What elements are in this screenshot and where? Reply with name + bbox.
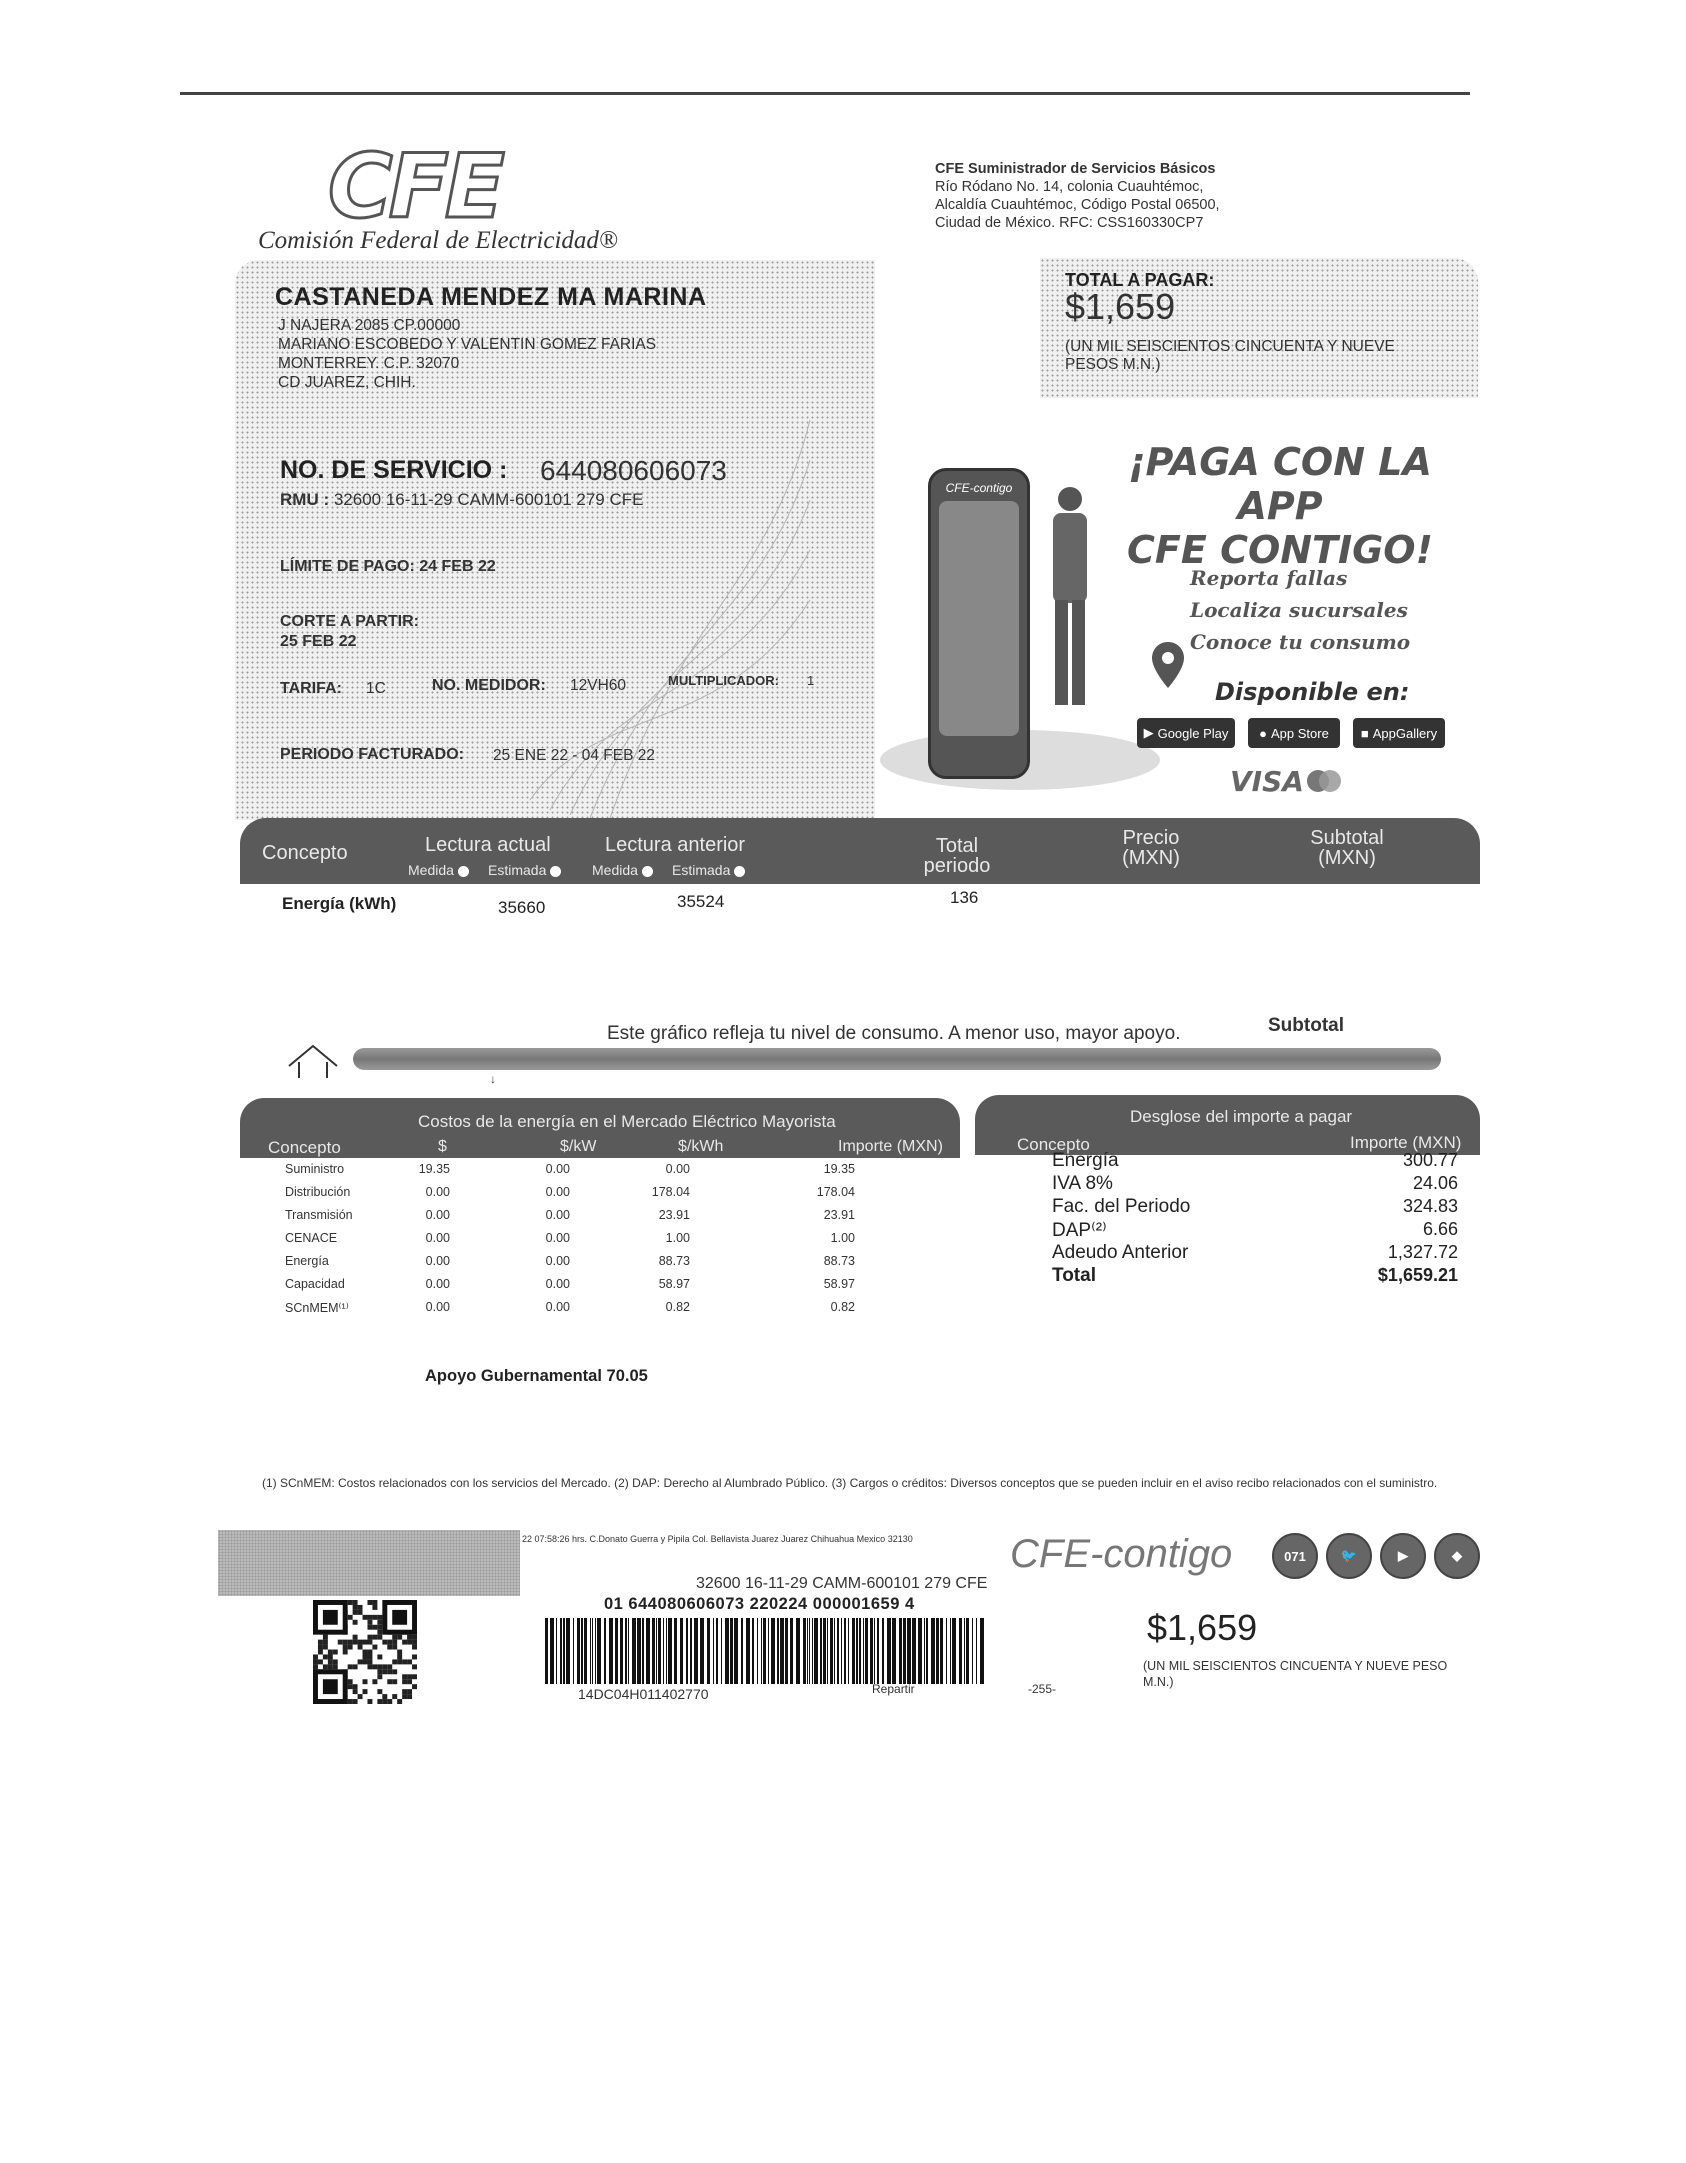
- estimated-label: Estimada: [488, 862, 547, 878]
- promo-title: [1100, 440, 1460, 572]
- available-label: Disponible en:: [1215, 678, 1410, 706]
- service-number: 644080606073: [540, 455, 727, 486]
- cost-row-value: 0.00: [425, 1208, 450, 1222]
- barcode: [545, 1618, 985, 1688]
- logo-subtitle: Comisión Federal de Electricidad®: [258, 227, 618, 254]
- cost-row-value: 0.00: [425, 1300, 450, 1314]
- gallery-icon: ■: [1360, 725, 1369, 741]
- footnote: (1) SCnMEM: Costos relacionados con los servicios del Mercado. (2) DAP: Derecho al Alumbrado Público. (3) Cargos o créditos: Diversos conceptos que se pueden incluir en el aviso recibo relacionados con el suministro.: [262, 1476, 1438, 1490]
- app-store-badge[interactable]: [1248, 718, 1340, 748]
- breakdown-row-value: $1,659.21: [1377, 1265, 1458, 1285]
- meter-label: NO. MEDIDOR:: [432, 677, 546, 694]
- promo-title-line-2: CFE CONTIGO!: [1127, 528, 1433, 572]
- social-icons: [1272, 1533, 1480, 1579]
- cost-row-value: 0.00: [545, 1162, 570, 1176]
- google-play-badge[interactable]: [1137, 718, 1235, 748]
- cost-row-value: 88.73: [823, 1254, 855, 1268]
- promo-item: Localiza sucursales: [1190, 598, 1408, 622]
- breakdown-row-value: 24.06: [1412, 1173, 1458, 1193]
- cost-row-value: 0.00: [545, 1277, 570, 1291]
- breakdown-row-value: 6.66: [1422, 1219, 1458, 1239]
- breakdown-row-label: Adeudo Anterior: [1052, 1242, 1189, 1263]
- government-support: Apoyo Gubernamental 70.05: [425, 1367, 648, 1385]
- apple-icon: ●: [1259, 725, 1268, 741]
- rmu-row: [280, 490, 644, 510]
- phone-label: CFE-contigo: [945, 481, 1013, 495]
- col-period-total: Total periodo: [923, 835, 991, 877]
- col-current: Lectura actual: [425, 834, 551, 856]
- stub-reference: 32600 16-11-29 CAMM-600101 279 CFE: [696, 1575, 988, 1592]
- twitter-icon[interactable]: 🐦: [1326, 1533, 1372, 1579]
- bar-marker-icon: ↓: [490, 1072, 496, 1086]
- address-line: J NAJERA 2085 CP.00000: [278, 317, 461, 334]
- barcode-number: 14DC04H011402770: [578, 1686, 709, 1702]
- previous-measured: [592, 862, 653, 878]
- cfe-contigo-logo: CFE-contigo: [1010, 1532, 1233, 1576]
- breakdown-table-header: [975, 1095, 1480, 1155]
- top-rule: [180, 92, 1470, 95]
- col-previous: Lectura anterior: [605, 834, 746, 856]
- person-illustration: [1035, 485, 1105, 715]
- tariff-value: 1C: [366, 680, 386, 697]
- cost-row-value: 19.35: [418, 1162, 450, 1176]
- cost-row-value: 1.00: [830, 1231, 855, 1245]
- phone-071-icon[interactable]: 071: [1272, 1533, 1318, 1579]
- period-total: 136: [950, 888, 979, 907]
- current-reading: 35660: [498, 898, 546, 917]
- graph-caption: Este gráfico refleja tu nivel de consumo. A menor uso, mayor apoyo.: [607, 1023, 1181, 1044]
- reading-table-header: [240, 818, 1480, 884]
- cost-row-value: 23.91: [823, 1208, 855, 1222]
- cfe-logo: [258, 135, 618, 255]
- payment-code: 01 644080606073 220224 000001659 4: [604, 1595, 915, 1613]
- limit-row: [280, 558, 496, 576]
- col-concept: Concepto: [1017, 1135, 1090, 1154]
- cost-row-value: 0.00: [545, 1185, 570, 1199]
- col-price: Precio (MXN): [1122, 827, 1180, 869]
- address-line: MARIANO ESCOBEDO Y VALENTIN GOMEZ FARIAS: [278, 336, 657, 353]
- stamp-text: 22 07:58:26 hrs. C.Donato Guerra y Pipila Col. Bellavista Juarez Juarez Chihuahua Mexico 32130: [522, 1534, 913, 1544]
- customer-name: CASTANEDA MENDEZ MA MARINA: [275, 283, 707, 311]
- limit-label: LÍMITE DE PAGO:: [280, 558, 415, 575]
- consumption-bar: [353, 1048, 1441, 1070]
- breakdown-row-value: 324.83: [1402, 1196, 1458, 1216]
- service-number-label: NO. DE SERVICIO :: [280, 456, 508, 484]
- cost-row-value: 23.91: [658, 1208, 690, 1222]
- logo-text: CFE: [328, 135, 501, 238]
- cost-row-value: 0.82: [665, 1300, 690, 1314]
- col-concept: Concepto: [262, 842, 348, 864]
- previous-estimated: [672, 862, 745, 878]
- issuer-line: Ciudad de México. RFC: CSS160330CP7: [935, 215, 1204, 231]
- estimated-label: Estimada: [672, 862, 731, 878]
- rmu-value: 32600 16-11-29 CAMM-600101 279 CFE: [333, 490, 644, 509]
- cost-row-value: 58.97: [823, 1277, 855, 1291]
- tariff-label: TARIFA:: [280, 680, 342, 697]
- graph-subtotal-label: Subtotal: [1268, 1015, 1344, 1036]
- youtube-icon[interactable]: ▶: [1380, 1533, 1426, 1579]
- stub-amount-words: (UN MIL SEISCIENTOS CINCUENTA Y NUEVE PESO M.N.): [1143, 1659, 1448, 1689]
- costs-title: Costos de la energía en el Mercado Eléctrico Mayorista: [418, 1112, 836, 1131]
- cost-row-value: 1.00: [665, 1231, 690, 1245]
- col-amount: Importe (MXN): [838, 1138, 943, 1155]
- phone-screen: [939, 501, 1019, 736]
- col-dollar: $: [438, 1138, 447, 1155]
- current-measured: [408, 862, 469, 878]
- cost-row-value: 178.04: [816, 1185, 855, 1199]
- cost-row-label: Transmisión: [285, 1208, 353, 1222]
- mastercard-icon: [1303, 768, 1345, 794]
- cost-row-value: 0.00: [665, 1162, 690, 1176]
- cost-row-label: Suministro: [285, 1162, 345, 1176]
- issuer-line: Río Ródano No. 14, colonia Cuauhtémoc,: [935, 179, 1204, 195]
- total-amount: $1,659: [1065, 286, 1176, 327]
- cost-row-value: 0.00: [425, 1231, 450, 1245]
- visa-logo: VISA: [1230, 765, 1304, 798]
- address-line: MONTERREY. C.P. 32070: [278, 355, 460, 372]
- promo-item: Conoce tu consumo: [1190, 630, 1411, 654]
- cost-row-value: 58.97: [658, 1277, 690, 1291]
- issuer-line: Alcaldía Cuauhtémoc, Código Postal 06500,: [935, 197, 1220, 213]
- col-per-kwh: $/kWh: [678, 1138, 724, 1155]
- multiplier-label: MULTIPLICADOR:: [668, 673, 779, 688]
- breakdown-row-label: Fac. del Periodo: [1052, 1196, 1191, 1217]
- breakdown-row-value: 1,327.72: [1387, 1242, 1458, 1262]
- app-gallery-badge[interactable]: [1353, 718, 1445, 748]
- breakdown-row-label: Total: [1052, 1265, 1096, 1286]
- meter-value: 12VH60: [570, 677, 627, 694]
- col-per-kw: $/kW: [560, 1138, 597, 1155]
- promo-list: [1190, 562, 1410, 658]
- cost-row-value: 0.00: [425, 1277, 450, 1291]
- customer-address: [278, 316, 656, 392]
- promo-item: Reporta fallas: [1190, 566, 1348, 590]
- period-label: PERIODO FACTURADO:: [280, 746, 464, 763]
- repartir-label: Repartir: [872, 1682, 915, 1696]
- col-subtotal: Subtotal (MXN): [1310, 827, 1384, 869]
- cost-row-label: Energía: [285, 1254, 329, 1268]
- radio-dot: [458, 866, 469, 877]
- cost-row-value: 0.00: [545, 1231, 570, 1245]
- breakdown-row-label: IVA 8%: [1052, 1173, 1113, 1194]
- radio-dot: [734, 866, 745, 877]
- cost-row-value: 0.00: [545, 1254, 570, 1268]
- current-estimated: [488, 862, 561, 878]
- promo-title-line-1: ¡PAGA CON LA APP: [1128, 440, 1432, 528]
- previous-reading: 35524: [677, 892, 725, 911]
- rmu-label: RMU :: [280, 490, 330, 509]
- print-stamp: [218, 1530, 520, 1596]
- breakdown-title: Desglose del importe a pagar: [1130, 1107, 1353, 1126]
- stub-amount: $1,659: [1147, 1607, 1258, 1648]
- cost-row-label: CENACE: [285, 1231, 338, 1245]
- cost-row-value: 0.00: [545, 1208, 570, 1222]
- cost-row-value: 0.00: [425, 1254, 450, 1268]
- energy-label: Energía (kWh): [282, 894, 397, 913]
- issuer-address: [935, 160, 1220, 232]
- location-pin-icon: [1150, 640, 1186, 690]
- col-concept: Concepto: [268, 1138, 341, 1157]
- breakdown-row-label: DAP⁽²⁾: [1052, 1220, 1107, 1241]
- house-icon: [285, 1040, 345, 1080]
- cost-row-value: 178.04: [651, 1185, 690, 1199]
- issuer-line: CFE Suministrador de Servicios Básicos: [935, 161, 1216, 177]
- costs-table-header: [240, 1098, 960, 1158]
- multiplier-value: 1: [807, 673, 815, 688]
- cost-row-label: SCnMEM⁽¹⁾: [285, 1301, 349, 1315]
- cfe-app-icon[interactable]: ◆: [1434, 1533, 1480, 1579]
- cut-label: CORTE A PARTIR:: [280, 613, 419, 630]
- period-value: 25 ENE 22 - 04 FEB 22: [493, 747, 655, 764]
- qr-code: [313, 1600, 417, 1704]
- cost-row-value: 0.82: [830, 1300, 855, 1314]
- page-number: -255-: [1028, 1682, 1057, 1696]
- breakdown-row-value: 300.77: [1402, 1150, 1458, 1170]
- cost-row-value: 0.00: [545, 1300, 570, 1314]
- store-label: Google Play: [1157, 725, 1229, 741]
- store-label: AppGallery: [1372, 725, 1438, 741]
- phone-illustration: [928, 468, 1030, 779]
- cost-row-value: 0.00: [425, 1185, 450, 1199]
- radio-dot: [642, 866, 653, 877]
- cost-row-label: Distribución: [285, 1185, 351, 1199]
- cost-row-value: 88.73: [658, 1254, 690, 1268]
- cost-row-label: Capacidad: [285, 1277, 345, 1291]
- cut-value: 25 FEB 22: [280, 633, 357, 650]
- measured-label: Medida: [408, 862, 454, 878]
- address-line: CD JUAREZ, CHIH.: [278, 374, 416, 391]
- col-amount: Importe (MXN): [1350, 1133, 1462, 1152]
- limit-value: 24 FEB 22: [419, 558, 496, 575]
- breakdown-row-label: Energía: [1052, 1150, 1119, 1171]
- radio-dot: [550, 866, 561, 877]
- measured-label: Medida: [592, 862, 638, 878]
- total-label: TOTAL A PAGAR:: [1065, 270, 1215, 290]
- play-icon: ▶: [1143, 725, 1154, 740]
- store-label: App Store: [1271, 725, 1329, 741]
- total-words: (UN MIL SEISCIENTOS CINCUENTA Y NUEVE PESOS M.N.): [1065, 338, 1395, 373]
- cost-row-value: 19.35: [823, 1162, 855, 1176]
